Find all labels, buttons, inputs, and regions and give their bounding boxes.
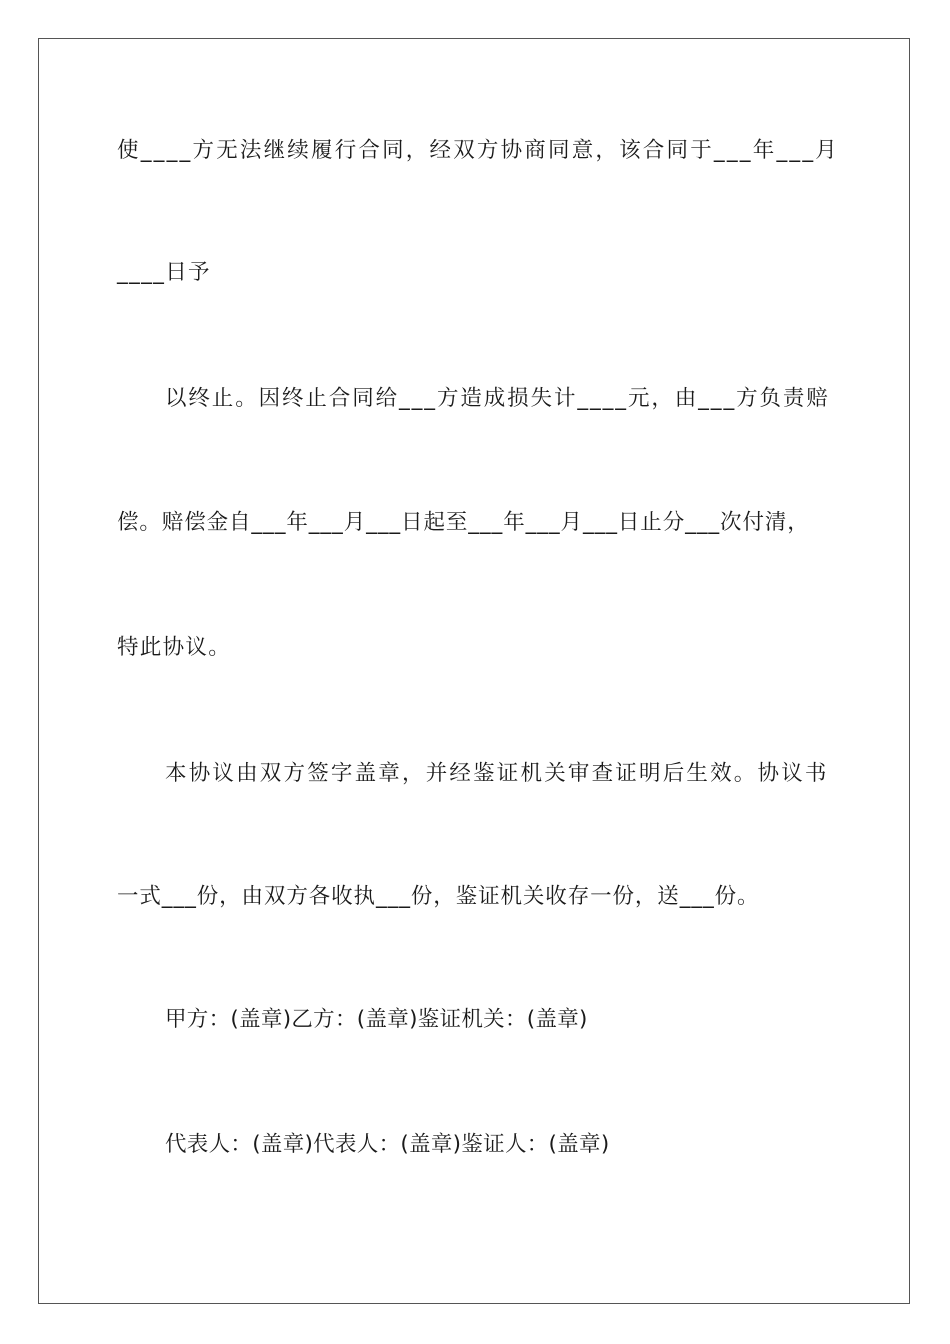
text-line-copies: 一式___份，由双方各收执___份，鉴证机关收存一份，送___份。	[117, 884, 760, 909]
text-line-effectiveness: 本协议由双方签字盖章，并经鉴证机关审查证明后生效。协议书	[165, 761, 829, 786]
text-line-day: ____日予	[117, 260, 211, 285]
signature-line-representatives: 代表人：(盖章)代表人：(盖章)鉴证人：(盖章)	[165, 1132, 610, 1157]
page-border	[38, 38, 910, 1304]
text-line-hereby-agreed: 特此协议。	[117, 635, 232, 660]
text-line-loss-amount: 以终止。因终止合同给___方造成损失计____元，由___方负责赔	[165, 386, 830, 411]
signature-line-parties: 甲方：(盖章)乙方：(盖章)鉴证机关：(盖章)	[165, 1007, 588, 1032]
text-line-termination-date: 使____方无法继续履行合同，经双方协商同意，该合同于___年___月	[117, 138, 840, 163]
text-line-payment-schedule: 偿。赔偿金自___年___月___日起至___年___月___日止分___次付清，	[117, 510, 810, 535]
